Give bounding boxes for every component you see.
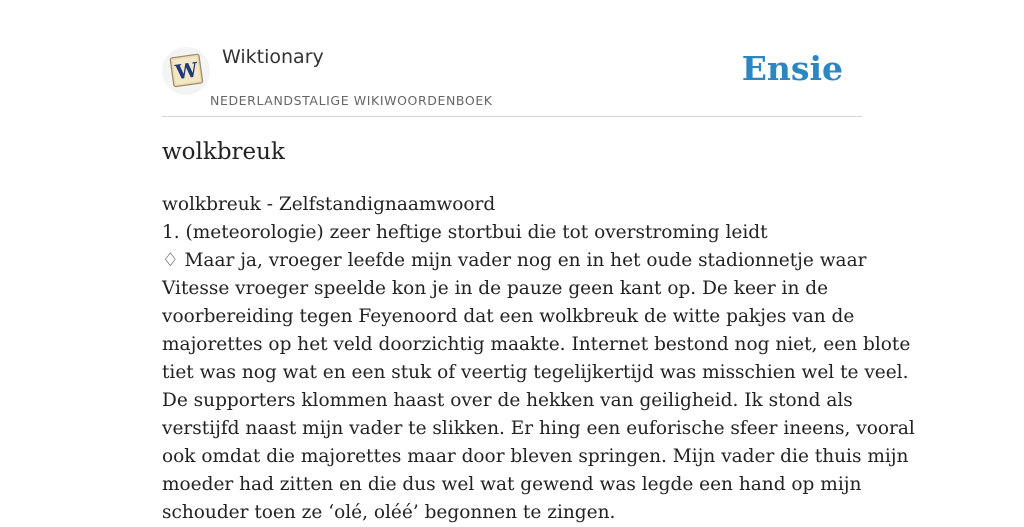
example-line: voorbereiding tegen Feyenoord dat een wolkbreuk de witte pakjes van de xyxy=(162,306,855,327)
example-line: tiet was nog wat en een stuk of veertig tegelijkertijd was misschien wel te veel. xyxy=(162,362,909,383)
definition-line: 1. (meteorologie) zeer heftige stortbui die tot overstroming leidt xyxy=(162,222,768,243)
site-name[interactable]: Wiktionary xyxy=(222,46,324,68)
example-line: ♢ Maar ja, vroeger leefde mijn vader nog en in het oude stadionnetje waar xyxy=(162,250,867,271)
example-line: verstijfd naast mijn vader te slikken. Er hing een euforische sfeer ineens, vooral xyxy=(162,418,915,439)
wiktionary-logo[interactable] xyxy=(162,47,210,95)
word-type-line: wolkbreuk - Zelfstandignaamwoord xyxy=(162,194,496,215)
entry-content xyxy=(162,191,915,527)
example-line: ook omdat die majorettes maar door bleven springen. Mijn vader die thuis mijn xyxy=(162,446,909,467)
example-line: majorettes op het veld doorzichtig maakte. Internet bestond nog niet, een blote xyxy=(162,334,911,355)
page-title: wolkbreuk xyxy=(162,139,285,165)
example-line: Vitesse vroeger speelde kon je in de pauze geen kant op. De keer in de xyxy=(162,278,829,299)
example-line: moeder had zitten en die dus wel wat gewend was legde een hand op mijn xyxy=(162,474,862,495)
example-line: schouder toen ze ‘olé, oléé’ begonnen te zingen. xyxy=(162,502,616,523)
wiktionary-logo-icon xyxy=(162,47,210,95)
example-line: De supporters klommen haast over de hekken van geiligheid. Ik stond als xyxy=(162,390,853,411)
site-subtitle: NEDERLANDSTALIGE WIKIWOORDENBOEK xyxy=(210,93,493,108)
logo-letter: W xyxy=(173,57,200,85)
site-header xyxy=(162,44,862,117)
ensie-brand-logo[interactable]: Ensie xyxy=(741,49,843,88)
